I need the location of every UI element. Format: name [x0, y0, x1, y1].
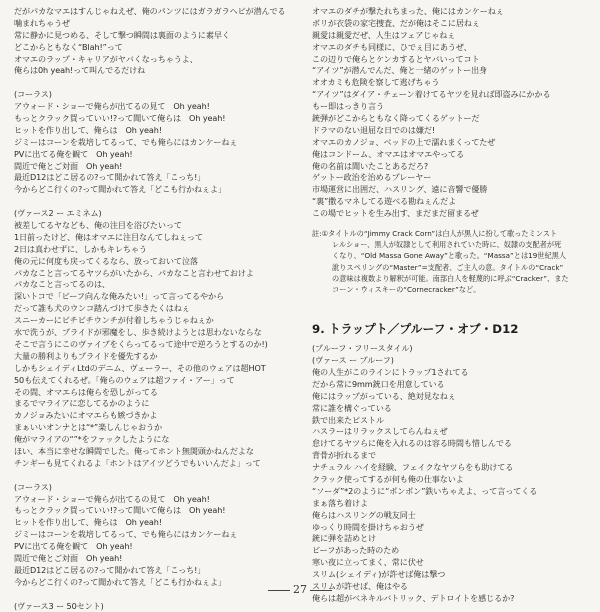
lyric-line: アウォード・ショーで俺らが出てるの見て Oh yeah! [14, 101, 210, 112]
page-number-left-rule [268, 590, 290, 591]
lyric-line: もっとクラック買っていい!?って聞いて俺らは Oh yeah! [14, 505, 226, 516]
lyric-line: だから常に9mm銃口を用意している [312, 378, 445, 389]
lyric-line: ビーフがあった時のため [312, 545, 400, 556]
lyric-line: ナチュラル ハイを経験、フェイクなヤツらをも助けてる [312, 462, 514, 473]
lyric-line: 市場運営に出囲だ、ハスリング、遠に音響で優勝 [312, 184, 488, 195]
stanza-gap [14, 196, 296, 208]
lyric-line: この辺りで俺らとケンカするとヤバいってコト [312, 53, 480, 64]
lyric-line: ゆっくり時間を掛けちゃおうぜ [312, 521, 424, 532]
lyric-line: 背骨が折れるまで [312, 450, 376, 461]
lyric-line: そこで言うにこのヴァイブをくらってるって途中で逆ろうとするのか!) [14, 338, 268, 349]
lyric-line: パカなこと言ってるのは、 [14, 279, 110, 290]
lyric-line: 俺らはハスリングの戦友同士 [312, 509, 416, 520]
stanza-gap [14, 470, 296, 482]
lyric-line: 俺はコンドーム、オマエはオマエやってる [312, 148, 465, 159]
lyric-line: 俺の人生がこのラインにトラップ1されてる [312, 366, 469, 377]
lyric-line: 俺らは0h yeah!って叫んでるだけね [14, 65, 146, 76]
lyric-line: カノジョみたいにオマエらも嫉づきかよ [14, 410, 158, 421]
left-lyrics-column [14, 6, 296, 612]
lyric-line: (コーラス) [14, 481, 52, 492]
lyric-line: オマエのラップ・キャリアがヤバくなっちゃうよ、 [14, 53, 198, 64]
lyric-line: 俺がマライアの“”*をファックしたようにな [14, 434, 170, 445]
footnote [312, 228, 590, 295]
lyric-line: 俺らは超がベネキルバトリック、デトロイトを感じるか? [312, 592, 515, 603]
lyric-line: 50も伝えてくれるぜ。「俺らのウェアは超ファイ・アー」って [14, 374, 235, 385]
lyric-line: まぁ落ち着けよ [312, 497, 368, 508]
lyric-line: “ソーダ”*2のように“ポンポン”鉄いちゃえよ、って言ってくる [312, 485, 538, 496]
lyric-line: この場でヒットを生み出す、まだまだ留まるぜ [312, 208, 479, 219]
lyric-line: もっとクラック買っていい!?って聞いて俺らは Oh yeah! [14, 113, 226, 124]
lyric-line: 間近で俺とご対面 Oh yeah! [14, 160, 123, 171]
footnote-line: レルショー、黒人が奴隷として利用されていた時に、奴隷の支配者が死 [332, 240, 562, 250]
lyric-line: 鉄で出来たピストル [312, 414, 384, 425]
lyric-line: ほい、本当に幸せな瞬間でした。俺ってホント無関頭かねんだよな [14, 445, 254, 456]
lyric-line: 俺にはラップがっている、絶対見なねぇ [312, 390, 456, 401]
lyric-line: “アイツ”が潜んでんだ、俺と一緒のゲットー出身 [312, 65, 488, 76]
lyric-line: 銃に弾を詰めとけ [312, 533, 376, 544]
lyric-line: オマエのダチも同様に、ひでぇ目にあうぜ、 [312, 41, 472, 52]
lyric-line: 寒い夜に立ってまく、常に伏せ [312, 557, 424, 568]
lyric-line: どこからともなく“Blah!”って [14, 41, 123, 52]
lyric-line: 常に誰を構ぐっている [312, 402, 392, 413]
lyric-line: (コーラス) [14, 89, 52, 100]
lyric-line: ヒットを作り出して、俺らは Oh yeah! [14, 124, 162, 135]
lyric-line: ゲットー政治を治めるプレーヤー [312, 172, 432, 183]
lyric-line: (ヴァース2 ー エミネム) [14, 208, 102, 219]
verse-continuation [312, 6, 590, 220]
lyric-line: オマエのカノジョ、ベッドの上で濡れまくってたぜ [312, 136, 496, 147]
lyric-line: 銃弾がどこからともなく降ってくるゲットーだ [312, 113, 480, 124]
footnote-line: 訛りスペリングの“Master”=支配者、ご主人の意。タイトルの“Crack” [332, 262, 564, 272]
footnote-line: の意味は複数より解釈が可能。南部白人を軽蔑的に呼ぶ“Cracker”、また [332, 273, 569, 283]
lyric-line: スニーカーにビチビチウンチが付着しちゃうじゃねぇか [14, 315, 214, 326]
lyric-line: スリムが許せば、俺はやる [312, 580, 408, 591]
lyric-line: 俺の元に何度も戻ってくるなら、放っておいて泣落 [14, 255, 198, 266]
lyric-line: 水で洗うが、プライドが邪魔をし、歩き続けようとは思わないならな [14, 327, 262, 338]
lyric-line: (ヴァース ー プルーフ) [312, 355, 394, 366]
lyric-line: ヒットを作り出して、俺らは Oh yeah! [14, 517, 162, 528]
page-number-right-rule [310, 590, 332, 591]
lyric-line: 1日前ったけど、俺はオマエに注目なんてしねぇって [14, 231, 203, 242]
lyric-line: 常に静かに見つめる、そして撃つ瞬間は裏面のように素早く [14, 29, 230, 40]
lyric-line: ボリが衣袋の家宅捜査、だが俺はそこに居ねぇ [312, 17, 480, 28]
lyric-line: 大量の勝利よりもプライドを優先するか [14, 350, 158, 361]
lyric-line: 最近D12はどこ居るの?って聞かれて答え「こっち!」 [14, 564, 206, 575]
lyric-line: 間近で俺とご対面 Oh yeah! [14, 552, 123, 563]
lyric-line: 2日は真わせずに、しかもキレちゃう [14, 243, 147, 254]
lyric-line: 今からどこ行くの?って聞かれて答え「どこも行かねぇよ」 [14, 576, 227, 587]
track-title: 9. トラップト／プルーフ・オブ・D12 [312, 322, 519, 337]
lyric-line: スリム(シェイディ)が許せば俺は撃つ [312, 569, 446, 580]
lyric-line: ジミーはコーンを栽培してるって、でも俺らにはカンケーねぇ [14, 529, 238, 540]
lyric-line: 被差してるヤなども、俺の注目を浴びたいって [14, 220, 182, 231]
lyric-line: だがパカなマエはすんじゃねえぜ、俺のパンツにはガラガラヘビが潜んでる [14, 6, 286, 16]
lyric-line: (プルーフ・フリースタイル) [312, 343, 413, 354]
footnote-line: 註:①タイトルの“Jimmy Crack Corn”は白人が黒人に扮して歌ったミンスト [312, 229, 558, 239]
lyric-line: ハスラーはリラックスしてらんねぇぜ [312, 426, 448, 437]
lyric-line: PVに出てる俺を観て Oh yeah! [14, 541, 133, 552]
lyric-line: パカなこと言ってるヤツらがいたから、パカなこと言わせておけよ [14, 267, 254, 278]
lyric-line: クラック使ってするが何も俺の仕事ないよ [312, 473, 464, 484]
lyric-line: その間、オマエらは俺らを恐しがってる [14, 386, 158, 397]
footnote-line: くなり、“Old Massa Gone Away”と歌った。“Massa”とは19世紀黒人 [332, 251, 567, 261]
lyric-line: 怠けてるヤツらに俺を入れるのは容る時間も惜しんでる [312, 438, 512, 449]
track-lyrics [312, 343, 590, 605]
lyric-line: 俺の名前は聞いたことあるだろ? [312, 160, 429, 171]
lyric-line: ドラマのない退屈な日でのは嫌だ! [312, 124, 436, 135]
lyric-line: 今からどこ行くの?って聞かれて答え「どこも行かねぇよ」 [14, 184, 227, 195]
lyric-line: “裏”撒るマネしてる遊べる勘ねぇんだよ [312, 196, 457, 207]
lyric-line: PVに出てる俺を観て Oh yeah! [14, 148, 133, 159]
lyric-line: 噛まれちゃうぜ [14, 17, 70, 28]
lyric-line: 深いトコで「ビーフ向んな俺みたい!」って言ってるやから [14, 291, 224, 302]
lyric-line: ジミーはコーンを栽培してるって、でも俺らにはカンケーねぇ [14, 136, 238, 147]
lyric-line: オマエのダチが撃たれちまった、俺にはカンケーねぇ [312, 6, 504, 16]
lyric-line: アウォード・ショーで俺らが出てるの見て Oh yeah! [14, 493, 210, 504]
lyric-line: まぁいいオンナとは“*”楽しんじゃおうか [14, 422, 163, 433]
lyric-line: 親愛は親愛だぜ、人生はフェアじゃねぇ [312, 29, 456, 40]
lyric-line: “アイツ”はダイア・チェーン着けてるヤツを見れば即盗みにかかる [312, 89, 551, 100]
lyric-line: (ヴァース3 ー 50セント) [14, 600, 104, 611]
stanza-gap [14, 77, 296, 89]
lyric-line: オオカミも危険を察して逃げちゃう [312, 77, 440, 88]
lyric-line: もー即はっきり言う [312, 101, 384, 112]
right-lyrics-column [312, 6, 590, 605]
lyric-line: チンギーも見てくれるよ「ホントはアイツどうでもいいんだよ」って [14, 457, 261, 468]
page-number-value: 27 [293, 583, 307, 596]
lyric-line: まるでマライアに恋してるかのように [14, 398, 150, 409]
lyric-line: しかもシェイディLtdのデニム、ヴェーラー、その他のウェアは超HOT [14, 362, 266, 373]
lyric-line: 最近D12はどこ居るの?って聞かれて答え「こっち!」 [14, 172, 206, 183]
footnote-line: コーン・ウィスキーの“Cornecracker”など。 [332, 284, 481, 294]
lyric-line: だって誰も犬のウンコ踏んづけて歩きたくはねぇ [14, 303, 190, 314]
